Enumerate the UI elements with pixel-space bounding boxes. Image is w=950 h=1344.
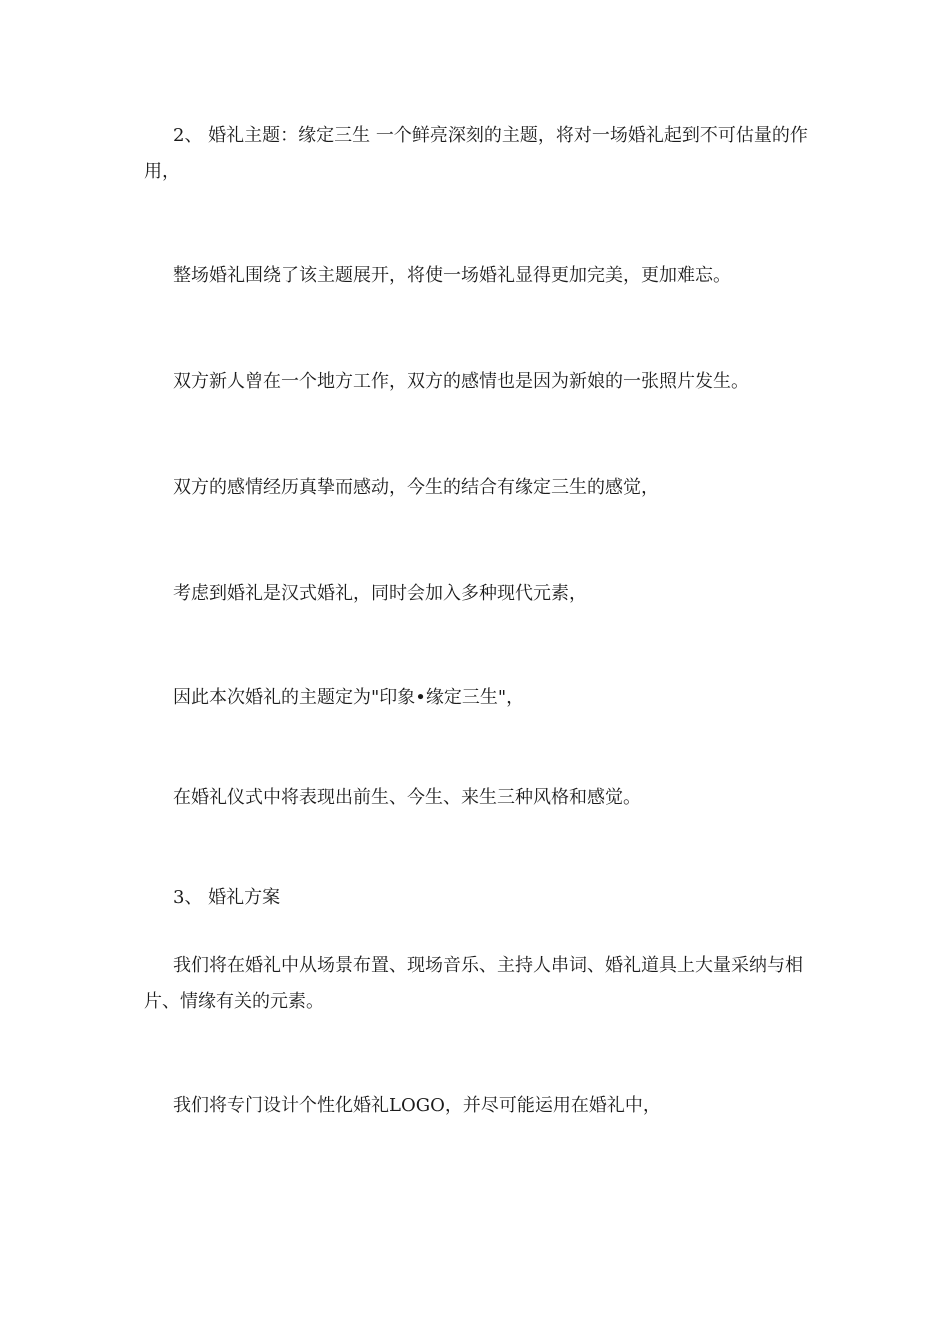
paragraph: 双方的感情经历真挚而感动，今生的结合有缘定三生的感觉， — [173, 477, 659, 498]
paragraph: 因此本次婚礼的主题定为"印象•缘定三生"， — [173, 687, 525, 708]
paragraph: 考虑到婚礼是汉式婚礼，同时会加入多种现代元素， — [173, 583, 587, 604]
paragraph-theme-heading: 2、 婚礼主题：缘定三生 一个鲜亮深刻的主题，将对一场婚礼起到不可估量的作用， — [144, 125, 808, 182]
section-heading-plan: 3、 婚礼方案 — [173, 887, 281, 908]
paragraph: 双方新人曾在一个地方工作，双方的感情也是因为新娘的一张照片发生。 — [173, 371, 749, 392]
paragraph: 整场婚礼围绕了该主题展开，将使一场婚礼显得更加完美，更加难忘。 — [173, 265, 731, 286]
paragraph: 我们将在婚礼中从场景布置、现场音乐、主持人串词、婚礼道具上大量采纳与相片、情缘有关的元素。 — [144, 955, 803, 1012]
paragraph: 我们将专门设计个性化婚礼LOGO，并尽可能运用在婚礼中， — [173, 1095, 661, 1116]
paragraph: 在婚礼仪式中将表现出前生、今生、来生三种风格和感觉。 — [173, 787, 641, 808]
